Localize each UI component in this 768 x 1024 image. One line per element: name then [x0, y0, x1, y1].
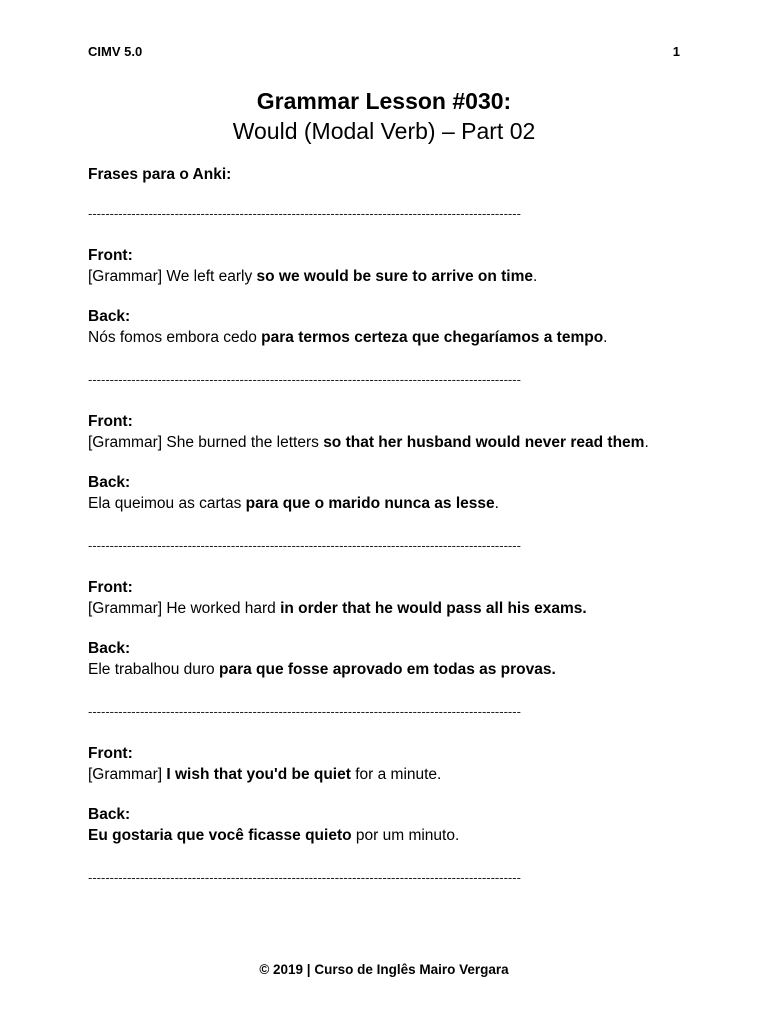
intro-heading: Frases para o Anki: — [88, 166, 232, 183]
front-sentence: [Grammar] He worked hard in order that he would pass all his exams. — [88, 599, 587, 617]
divider-line: ---------------------------------------------------------------------------------------------------- — [88, 704, 521, 719]
front-sentence: [Grammar] I wish that you'd be quiet for a minute. — [88, 765, 442, 783]
document-page — [88, 0, 680, 1024]
front-sentence: [Grammar] We left early so we would be sure to arrive on time. — [88, 267, 538, 285]
back-label: Back: — [88, 640, 131, 657]
front-label: Front: — [88, 247, 133, 264]
divider-line: ---------------------------------------------------------------------------------------------------- — [88, 372, 521, 387]
cards-list — [88, 204, 680, 888]
front-label: Front: — [88, 413, 133, 430]
flashcard — [88, 246, 680, 348]
divider-line: ---------------------------------------------------------------------------------------------------- — [88, 538, 521, 553]
back-sentence: Eu gostaria que você ficasse quieto por um minuto. — [88, 826, 460, 844]
front-label: Front: — [88, 745, 133, 762]
page-number: 1 — [672, 44, 680, 59]
page-footer: © 2019 | Curso de Inglês Mairo Vergara — [259, 962, 509, 977]
front-sentence: [Grammar] She burned the letters so that her husband would never read them. — [88, 433, 649, 451]
flashcard — [88, 578, 680, 680]
lesson-subtitle: Would (Modal Verb) – Part 02 — [232, 118, 536, 144]
course-code: CIMV 5.0 — [88, 44, 143, 59]
divider-line: ---------------------------------------------------------------------------------------------------- — [88, 206, 521, 221]
flashcard — [88, 412, 680, 514]
flashcard — [88, 744, 680, 846]
back-sentence: Nós fomos embora cedo para termos certeza que chegaríamos a tempo. — [88, 328, 608, 346]
back-label: Back: — [88, 308, 131, 325]
back-label: Back: — [88, 474, 131, 491]
back-sentence: Ela queimou as cartas para que o marido nunca as lesse. — [88, 494, 499, 512]
back-label: Back: — [88, 806, 131, 823]
back-sentence: Ele trabalhou duro para que fosse aprovado em todas as provas. — [88, 660, 556, 678]
lesson-title: Grammar Lesson #030: — [256, 88, 512, 114]
front-label: Front: — [88, 579, 133, 596]
title-block — [88, 86, 680, 146]
divider-line: ---------------------------------------------------------------------------------------------------- — [88, 870, 521, 885]
